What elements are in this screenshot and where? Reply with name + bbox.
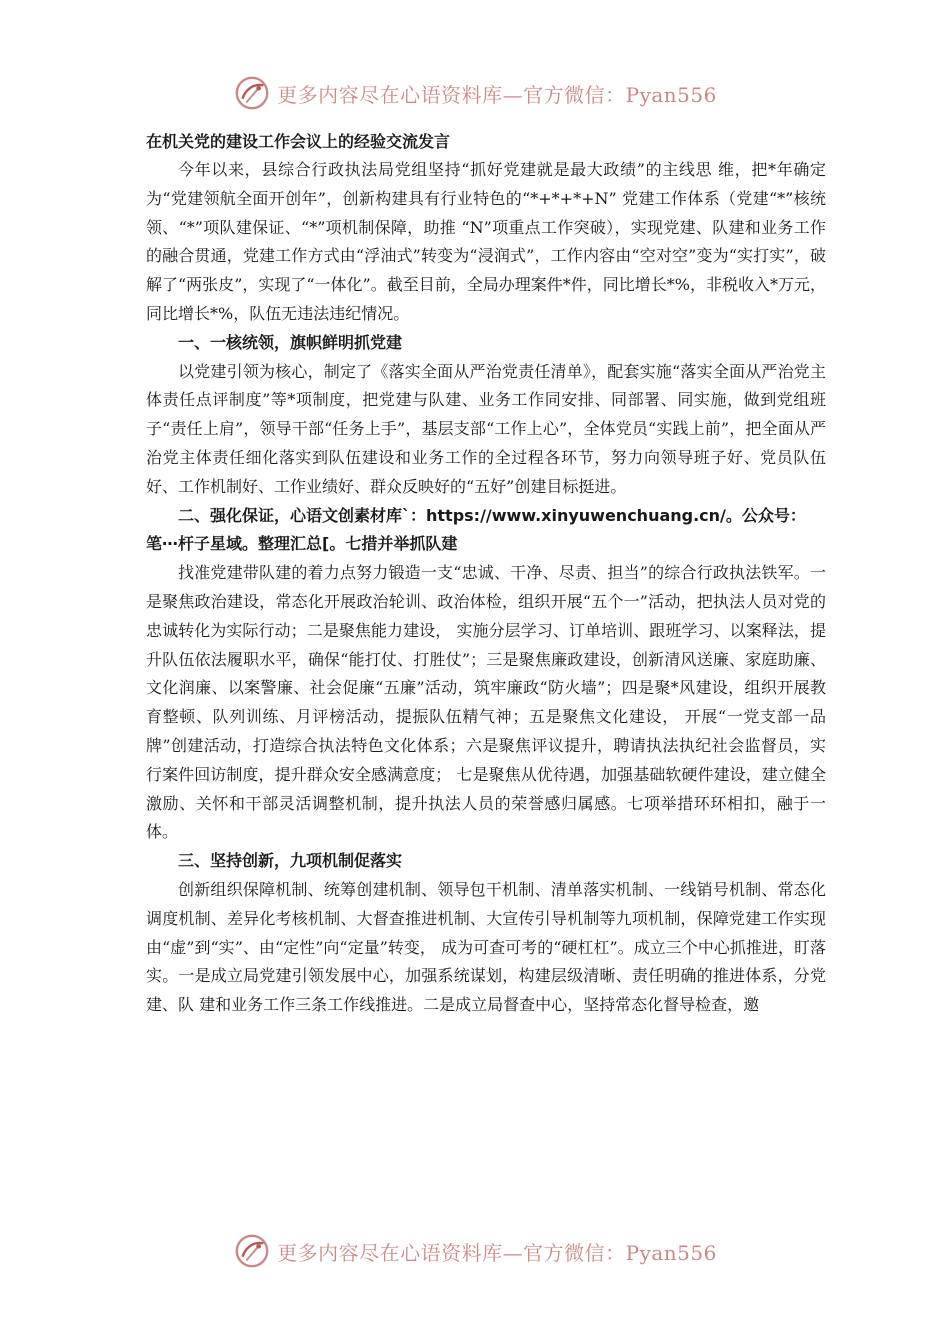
watermark-text: 更多内容尽在心语资料库—官方微信：Pyan556 (277, 82, 717, 107)
section-2-heading: 二、强化保证，心语文创素材库`：https://www.xinyuwenchuang.cn/。公众号：笔⋯杆子星域。整理汇总[。七措并举抓队建 (146, 505, 806, 554)
header-watermark (0, 68, 950, 118)
watermark-text: 更多内容尽在心语资料库—官方微信：Pyan556 (277, 1240, 717, 1265)
footer-watermark (0, 1226, 950, 1276)
document-title: 在机关党的建设工作会议上的经验交流发言 (146, 132, 451, 151)
section-2-body: 找准党建带队建的着力点努力锻造一支“忠诚、干净、尽责、担当”的综合行政执法铁军。一是聚焦政治建设，常态化开展政治轮训、政治体检，组织开展“五个一”活动，把执法人员对党的忠诚转化为实际行动；二是聚焦能力建设， 实施分层学习、订单培训、跟班学习、以案释法，提升队伍依法履职水平，确保“能打仗、打胜仗”；三是聚焦廉政建设，创新清风送廉、家庭助廉、文化润廉、以案警廉、社会促廉“五廉”活动，筑牢廉政“防火墙”；四是聚*风建设，组织开展教育整顿、队列训练、月评榜活动，提振队伍精气神；五是聚焦文化建设， 开展“一党支部一品牌”创建活动，打造综合执法特色文化体系；六是聚焦评议提升，聘请执法执纪社会监督员，实行案件回访制度，提升群众安全感满意度； 七是聚焦从优待遇，加强基础软硬件建设，建立健全激励、关怀和干部灵活调整机制，提升执法人员的荣誉感归属感。七项举措环环相扣，融于一体。 (146, 563, 826, 842)
section-1-heading: 一、一核统领，旗帜鲜明抓党建 (178, 332, 403, 352)
intro-paragraph: 今年以来，县综合行政执法局党组坚持“抓好党建就是最大政绩”的主线思 维，把*年确定为“党建领航全面开创年”，创新构建具有行业特色的“*+*+*+N” 党建工作体系（党建“*”核统领、“*”项队建保证、“*”项机制保障，助推 “N”项重点工作突破），实现党建、队建和业务工作的融合贯通，党建工作方式由“浮油式”转变为“浸润式”，工作内容由“空对空”变为“实打实”，破 解了“两张皮”，实现了“一体化”。截至目前，全局办理案件*件，同比增长*%，非税收入*万元，同比增长*%，队伍无违法违纪情况。 (146, 160, 826, 323)
section-3-heading: 三、坚持创新，九项机制促落实 (178, 851, 403, 871)
seal-logo-icon (233, 74, 271, 112)
document-body (146, 128, 826, 1020)
seal-logo-icon (233, 1232, 271, 1270)
section-1-body: 以党建引领为核心，制定了《落实全面从严治党责任清单》，配套实施“落实全面从严治党主体责任点评制度”等*项制度，把党建与队建、业务工作同安排、同部署、同实施，做到党组班子“责任上肩”，领导干部“任务上手”，基层支部“工作上心”，全体党员“实践上前”，把全面从严治党主体责任细化落实到队伍建设和业务工作的全过程各环节，努力向领导班子好、党员队伍好、工作机制好、工作业绩好、群众反映好的“五好”创建目标挺进。 (146, 361, 826, 496)
section-3-body: 创新组织保障机制、统筹创建机制、领导包干机制、清单落实机制、一线销号机制、常态化调度机制、差异化考核机制、大督查推进机制、大宣传引导机制等九项机制，保障党建工作实现由“虚”到“实”、由“定性”向“定量”转变， 成为可查可考的“硬杠杠”。成立三个中心抓推进，盯落实。一是成立局党建引领发展中心，加强系统谋划，构建层级清晰、责任明确的推进体系，分党建、队 建和业务工作三条工作线推进。二是成立局督查中心，坚持常态化督导检查，邀 (146, 879, 826, 1015)
